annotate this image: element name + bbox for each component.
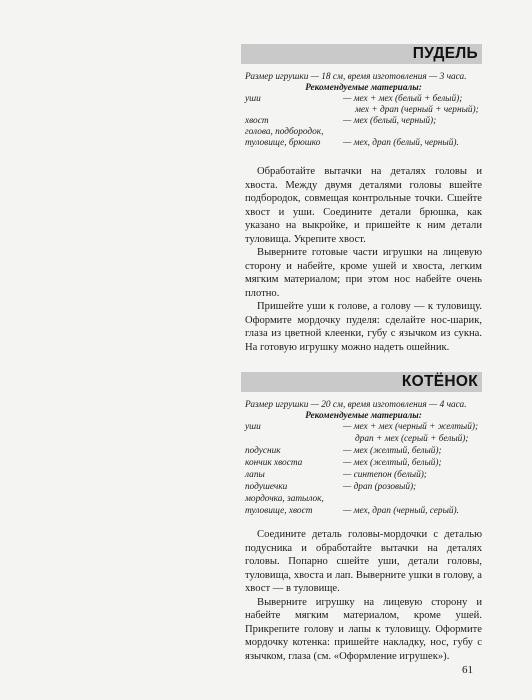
kitten-part-tail-tip: кончик хвоста <box>245 458 303 468</box>
poodle-paragraph: Выверните готовые части игрушки на лицевую сторону и набейте, кроме ушей и хвоста, легким мягким материалом; при этом нос набейте очень плотно. <box>245 247 482 299</box>
poodle-part-body: туловище, брюшко <box>245 138 321 148</box>
kitten-header <box>245 400 482 422</box>
poodle-size-line: Размер игрушки — 18 см, время изготовления — 3 часа. <box>245 72 467 82</box>
kitten-material-ears-1: — мех + мех (черный + желтый); <box>343 422 479 432</box>
kitten-part-ears: уши <box>245 422 261 432</box>
kitten-body-text <box>245 528 482 663</box>
kitten-material-whisker-pad: — мех (желтый, белый); <box>343 446 442 456</box>
kitten-part-paws: лапы <box>245 470 265 480</box>
poodle-paragraph: Пришейте уши к голове, а голову — к туловищу. Оформите мордочку пуделя: сделайте нос-шарик, глаза из цветной клеенки, губу с язычком из сукна. На готовую игрушку можно надеть ошейник. <box>245 301 482 353</box>
poodle-body-text <box>245 165 482 354</box>
kitten-material-ears-2: драп + мех (серый + белый); <box>355 434 469 444</box>
kitten-size-line: Размер игрушки — 20 см, время изготовления — 4 часа. <box>245 400 467 410</box>
kitten-material-pads: — драп (розовый); <box>343 482 417 492</box>
kitten-part-pads: подушечки <box>245 482 288 492</box>
poodle-part-head: голова, подбородок, <box>245 127 324 137</box>
poodle-material-ears-1: — мех + мех (белый + белый); <box>343 94 463 104</box>
kitten-recommended-label: Рекомендуемые материалы: <box>305 410 422 421</box>
kitten-part-whisker-pad: подусник <box>245 446 281 456</box>
kitten-title-banner <box>241 372 482 392</box>
poodle-part-tail: хвост <box>245 116 269 126</box>
kitten-material-body: — мех, драп (черный, серый). <box>343 506 459 516</box>
kitten-part-muzzle: мордочка, затылок, <box>245 494 324 504</box>
poodle-material-ears-2: мех + драп (черный + черный); <box>355 105 479 115</box>
kitten-paragraph: Соедините деталь головы-мордочки с деталью подусника и обработайте вытачки на деталях головы. Попарно сшейте уши, детали головы, туловища, хвоста и лап. Выверните ушки в голову, а хвост — в туловище. <box>245 529 482 594</box>
kitten-material-paws: — синтепон (белый); <box>343 470 427 480</box>
kitten-material-tail-tip: — мех (желтый, белый); <box>343 458 442 468</box>
poodle-recommended-label: Рекомендуемые материалы: <box>305 82 422 93</box>
poodle-header <box>245 72 482 94</box>
poodle-title: ПУДЕЛЬ <box>412 45 478 62</box>
kitten-title: КОТЁНОК <box>401 373 478 390</box>
page-number: 61 <box>462 664 473 676</box>
kitten-part-body: туловище, хвост <box>245 506 313 516</box>
poodle-material-body: — мех, драп (белый, черный). <box>343 138 459 148</box>
poodle-title-banner <box>241 44 482 64</box>
poodle-part-ears: уши <box>245 94 261 104</box>
poodle-material-tail: — мех (белый, черный); <box>343 116 437 126</box>
kitten-paragraph: Выверните игрушку на лицевую сторону и набейте мягким материалом, кроме ушей. Прикрепите голову и лапы к туловищу. Оформите мордочку котенка: пришейте накладку, нос, губу с язычком, глаза (см. «Оформление игрушек»). <box>245 596 482 662</box>
poodle-paragraph: Обработайте вытачки на деталях головы и хвоста. Между двумя деталями головы вшейте подбородок, совмещая контрольные точки. Сшейте хвост и уши. Соедините детали брюшка, как указано на выкройке, и пришейте к ним детали туловища. Укрепите хвост. <box>245 166 482 245</box>
